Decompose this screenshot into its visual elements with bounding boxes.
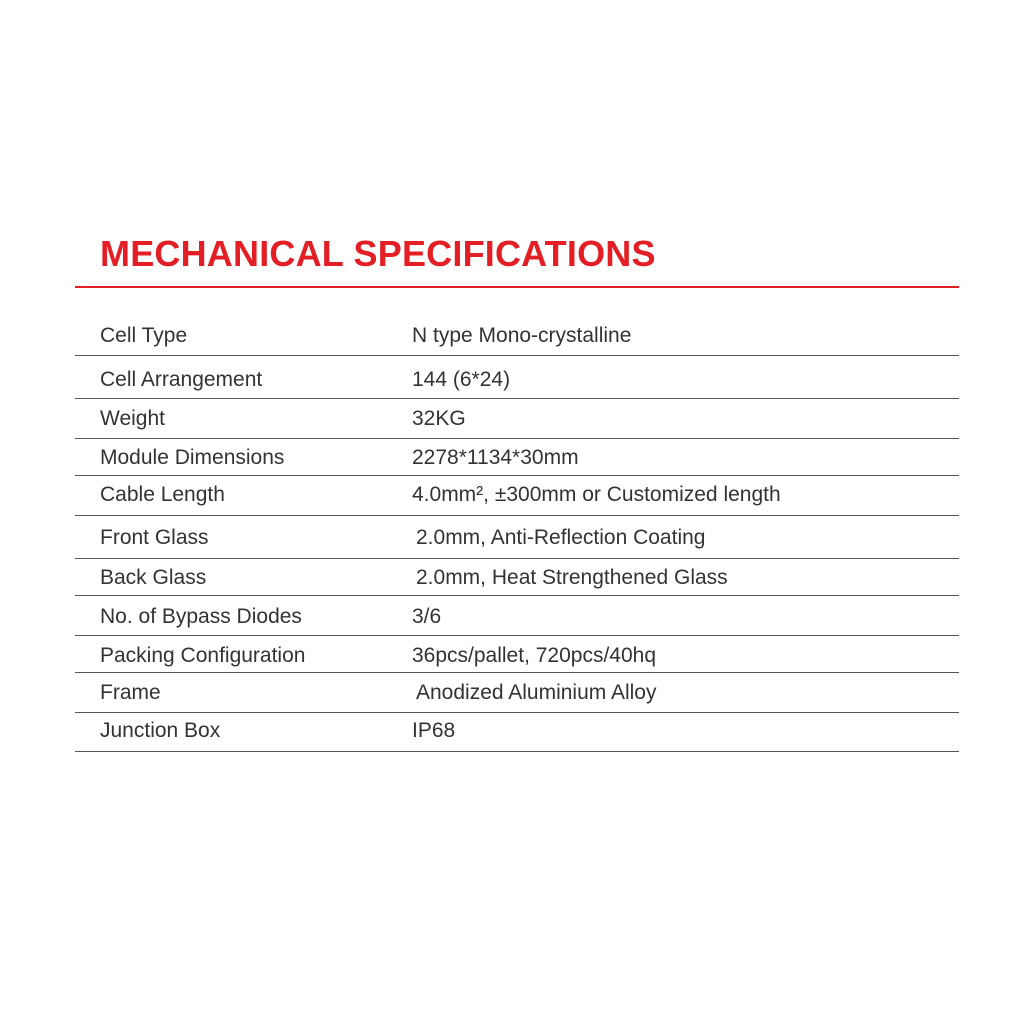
- spec-value: 32KG: [412, 407, 466, 430]
- spec-label: Cable Length: [100, 483, 225, 506]
- spec-label: Frame: [100, 681, 161, 704]
- spec-label: Cell Arrangement: [100, 368, 263, 391]
- table-row: [75, 356, 959, 399]
- spec-label: Front Glass: [100, 526, 209, 549]
- spec-value: 3/6: [412, 605, 442, 628]
- spec-value: 36pcs/pallet, 720pcs/40hq: [412, 644, 657, 667]
- table-row: [75, 439, 959, 476]
- spec-label: Cell Type: [100, 324, 188, 347]
- table-row: [75, 596, 959, 636]
- spec-value: Anodized Aluminium Alloy: [416, 681, 657, 704]
- spec-value: 2278*1134*30mm: [412, 446, 579, 469]
- table-row: [75, 713, 959, 752]
- table-row: [75, 317, 959, 356]
- spec-value: 4.0mm², ±300mm or Customized length: [412, 483, 781, 506]
- title-divider: [75, 286, 959, 288]
- table-row: [75, 516, 959, 559]
- spec-label: Weight: [100, 407, 165, 430]
- table-row: [75, 476, 959, 516]
- table-row: [75, 399, 959, 439]
- spec-value: 2.0mm, Anti-Reflection Coating: [416, 526, 706, 549]
- spec-label: No. of Bypass Diodes: [100, 605, 302, 628]
- spec-label: Back Glass: [100, 566, 207, 589]
- spec-label: Module Dimensions: [100, 446, 285, 469]
- table-row: [75, 673, 959, 713]
- page-title: MECHANICAL SPECIFICATIONS: [100, 233, 656, 274]
- spec-value: N type Mono-crystalline: [412, 324, 632, 347]
- spec-label: Junction Box: [100, 719, 221, 742]
- table-row: [75, 636, 959, 673]
- table-row: [75, 559, 959, 596]
- spec-value: IP68: [412, 719, 456, 742]
- spec-label: Packing Configuration: [100, 644, 306, 667]
- spec-value: 2.0mm, Heat Strengthened Glass: [416, 566, 728, 589]
- spec-value: 144 (6*24): [412, 368, 511, 391]
